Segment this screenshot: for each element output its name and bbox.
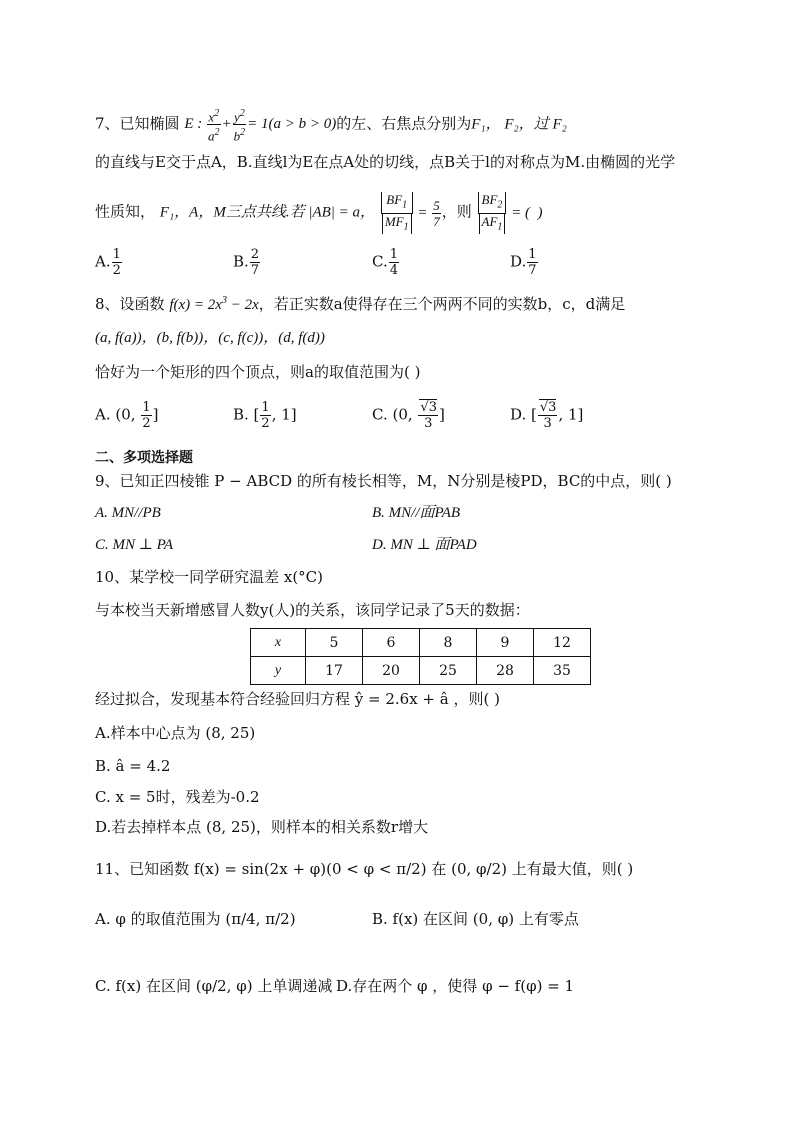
table-cell: y [251, 657, 306, 685]
table-row [251, 629, 591, 657]
table-cell: 17 [306, 657, 363, 685]
q8-line1 [95, 290, 625, 316]
q7-c-num: 1 [389, 247, 398, 262]
q7-c-den: 4 [389, 263, 398, 278]
table-cell: 8 [420, 629, 477, 657]
q10-option-b: B. â = 4.2 [95, 757, 171, 775]
q9-option-c: C. MN ⊥ PA [95, 537, 174, 553]
section-title: 二、多项选择题 [95, 450, 193, 466]
table-cell: 5 [306, 629, 363, 657]
q11-line1: 11、已知函数 f(x) = sin(2x + φ)(0 < φ < π/2) 在 (0, φ/2) 上有最大值，则( ) [95, 860, 634, 878]
q7-option-a [95, 247, 123, 278]
q7-option-a-label: A. [95, 252, 111, 271]
q7-d-num: 1 [528, 247, 537, 262]
q10-line1: 10、某学校一同学研究温差 x(°C) [95, 568, 323, 586]
table-cell: 12 [534, 629, 591, 657]
q11-option-c: C. f(x) 在区间 (φ/2, φ) 上单调递减 [95, 977, 333, 995]
q7-a-den: 2 [112, 263, 121, 278]
q8-points: (a, f(a))，(b, f(b))，(c, f(c))，(d, f(d)) [95, 330, 325, 346]
q7-option-b-label: B. [233, 252, 249, 271]
table-cell: 20 [363, 657, 420, 685]
q7-option-d-label: D. [510, 252, 527, 271]
table-cell: 6 [363, 629, 420, 657]
q7-b-num: 2 [250, 247, 260, 262]
q7-d-den: 7 [528, 263, 537, 278]
q11-option-b: B. f(x) 在区间 (0, φ) 上有零点 [372, 910, 579, 928]
q10-option-d: D.若去掉样本点 (8, 25)，则样本的相关系数r增大 [95, 818, 429, 836]
q10-option-a: A.样本中心点为 (8, 25) [95, 724, 256, 742]
q7-ellipse-equation: E : $\frac{x^2}{a^2}$ + $\frac{y^2}{b^2}$ = 1(a > b > 0) [184, 108, 337, 144]
q8-condition: ，若正实数a使得存在三个两两不同的实数b，c，d满足 [258, 295, 626, 313]
q7-line3-a: 性质知， [95, 202, 156, 221]
q9-option-d: D. MN ⊥ 面PAD [372, 537, 477, 553]
q7-line3: 性质知， F₁，A，M三点共线.若 |AB| = a， $\frac{BF_1}{MF_1}$ = $\frac{5}{7}$ ，则 $\frac{BF_2}{AF_1}$ = ( ) [95, 192, 543, 233]
q8-option-b: B. [ $\frac{1}{2}$ , 1] [233, 400, 297, 431]
q9-option-b: B. MN//面PAB [372, 505, 461, 521]
q7-line2: 的直线与E交于点A，B.直线l为E在点A处的切线，点B关于l的对称点为M.由椭圆的光学 [95, 153, 676, 171]
q11-option-d: D.存在两个 φ ，使得 φ − f(φ) = 1 [336, 977, 575, 995]
q7-foci-text: 的左、右焦点分别为 [336, 114, 472, 133]
q7-option-c [372, 247, 400, 278]
q8-option-c: C. (0, $\frac{√3}{3}$ ] [372, 400, 445, 431]
q7-ze: 则 [456, 202, 472, 221]
q7-ratio-asked: $\frac{BF_2}{AF_1}$ = ( ) [477, 205, 543, 221]
table-cell: 25 [420, 657, 477, 685]
q10-line2: 与本校当天新增感冒人数y(人)的关系，该同学记录了5天的数据： [95, 601, 530, 619]
q8-option-d: D. [ $\frac{√3}{3}$ , 1] [510, 400, 584, 431]
q8-function: $f(x) = 2x^3 - 2x$ [169, 295, 259, 313]
q8-option-a: A. (0, $\frac{1}{2}$ ] [95, 400, 159, 431]
q8-intro: 设函数 [119, 295, 165, 313]
q7-ratio-given: $\frac{BF_1}{MF_1}$ = $\frac{5}{7}$ [380, 205, 442, 221]
q7-option-c-label: C. [372, 252, 388, 271]
q7-line1 [95, 106, 567, 144]
table-cell: x [251, 629, 306, 657]
table-cell: 35 [534, 657, 591, 685]
q7-a-num: 1 [112, 247, 121, 262]
q7-line3-b: F₁，A，M三点共线.若 |AB| = a， [159, 204, 376, 221]
q8-number: 8、 [95, 295, 120, 313]
q10-option-c: C. x = 5时，残差为-0.2 [95, 788, 260, 806]
table-cell: 9 [477, 629, 534, 657]
q7-option-d [510, 247, 539, 278]
q9-option-a: A. MN//PB [95, 505, 161, 521]
table-cell: 28 [477, 657, 534, 685]
table-row [251, 657, 591, 685]
q7-option-b [233, 247, 261, 278]
q7-foci: F₁， F₂，过 F₂ [471, 116, 567, 133]
q7-intro: 已知椭圆 [119, 114, 180, 133]
q11-option-a: A. φ 的取值范围为 (π/4, π/2) [95, 910, 296, 928]
q10-line3: 经过拟合，发现基本符合经验回归方程 ŷ = 2.6x + â ，则( ) [95, 690, 500, 708]
q9-text: 9、已知正四棱锥 P − ABCD 的所有棱长相等，M，N分别是棱PD，BC的中点，则( ) [95, 472, 672, 490]
q7-b-den: 7 [250, 263, 260, 278]
q7-number: 7、 [95, 114, 120, 133]
data-table [250, 628, 591, 685]
q8-line3: 恰好为一个矩形的四个顶点，则a的取值范围为( ) [95, 363, 421, 381]
